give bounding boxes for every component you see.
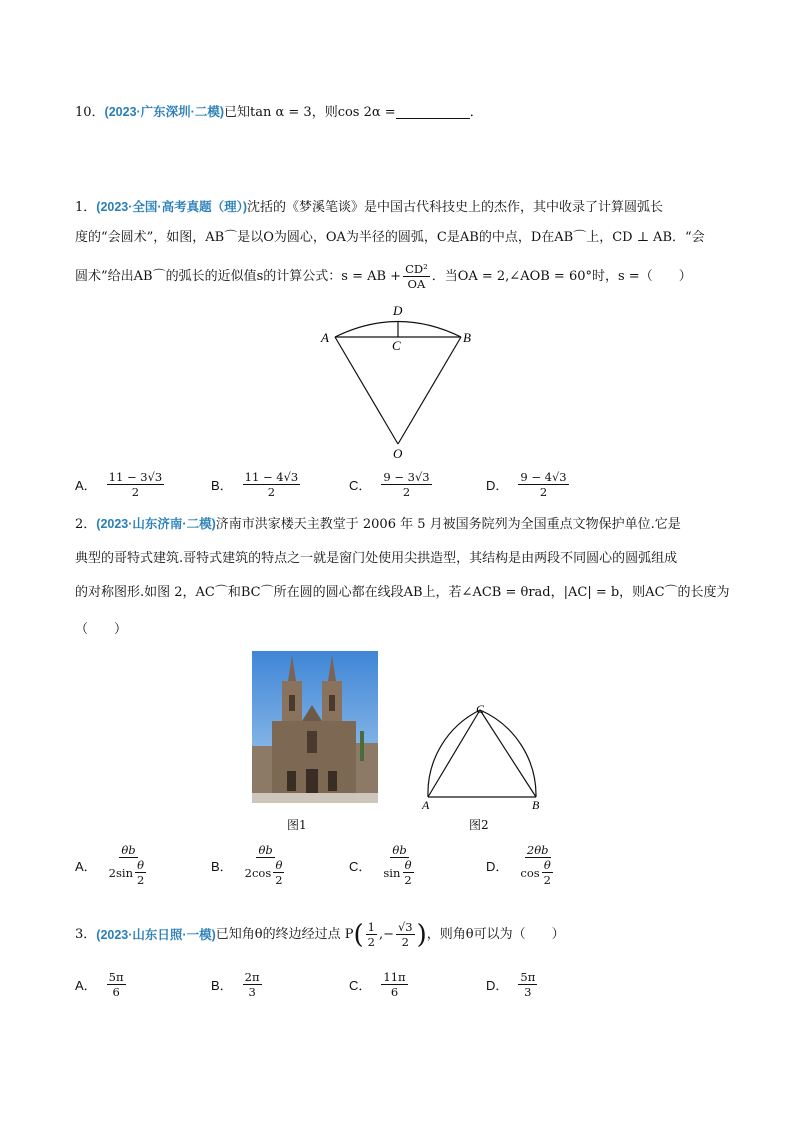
q2-option-c-half-angle: [402, 858, 413, 887]
q2-option-b-label: B．: [211, 858, 233, 874]
q3-option-c-den: 6: [390, 985, 399, 999]
q2-text-1: 济南市洪家楼天主教堂于 2006 年 5 月被国务院列为全国重点文物保护单位.它是: [215, 517, 681, 532]
fig2-label-c: C: [476, 702, 485, 716]
q1-label-b: B: [463, 330, 471, 345]
q3-source-tag: (2023·山东日照·一模): [96, 927, 216, 942]
q3-option-a-num: 5π: [108, 970, 124, 984]
q1-option-a-num: 11 − 3√3: [108, 470, 163, 484]
q2-line4: （ ）: [75, 622, 128, 637]
q1-option-d-label: D．: [486, 478, 509, 493]
q2-option-c-label: C．: [349, 858, 372, 874]
q1-option-d-den: 2: [539, 485, 548, 499]
q3-text-b: ，则角θ可以为（ ）: [426, 926, 565, 942]
q1-option-d-value: [518, 470, 568, 499]
pointed-arch-figure: [418, 700, 548, 812]
q2-option-c-num: θb: [392, 843, 407, 857]
q2-option-d-half-angle: [542, 858, 553, 887]
q3-option-d-num: 5π: [520, 970, 536, 984]
segment-ac: [428, 710, 480, 797]
q1-text-1: 沈括的《梦溪笔谈》是中国古代科技史上的杰作，其中收录了计算圆弧长: [247, 200, 664, 215]
q2-option-c-value: [381, 843, 417, 887]
q1-sector-figure: [318, 300, 478, 462]
q1-option-b-num: 11 − 4√3: [244, 470, 299, 484]
q2-option-c-den-fn: sin: [383, 865, 401, 880]
q2-option-d-label: D．: [486, 858, 509, 874]
q3-text-a: 已知角θ的终边经过点 P: [215, 926, 354, 942]
q10-answer-blank[interactable]: [396, 106, 470, 119]
q3-point-y-den: 2: [401, 935, 409, 949]
q3-option-b-num: 2π: [244, 970, 260, 984]
q1-option-d[interactable]: [486, 470, 571, 499]
q1-option-c[interactable]: [349, 470, 434, 499]
q1-label-a: A: [321, 330, 329, 345]
q2-source-tag: (2023·山东济南·二模): [96, 517, 216, 531]
q1-option-b-value: [243, 470, 301, 499]
q10-line: [75, 102, 483, 123]
q1-frac-num: CD²: [405, 262, 428, 276]
q1-line1: [75, 197, 663, 218]
q3-option-d-value: [518, 970, 537, 999]
q3-option-c[interactable]: [349, 970, 410, 999]
q3-option-a-label: A．: [75, 978, 97, 993]
q1-option-c-den: 2: [402, 485, 411, 499]
q2-option-d-value: [518, 843, 557, 887]
q2-option-c-theta: θ: [404, 858, 412, 872]
q1-option-d-num: 9 − 4√3: [520, 470, 567, 484]
q1-formula-fraction: [403, 262, 430, 291]
q3-point-coords: [353, 920, 426, 949]
q3-number: 3．: [75, 926, 97, 942]
q1-option-a-label: A．: [75, 478, 97, 493]
q3-option-d-label: D．: [486, 978, 509, 993]
q1-option-a-value: [107, 470, 165, 499]
q10-text: 已知tan α = 3，则cos 2α =: [224, 105, 396, 120]
q2-option-d-num: 2θb: [526, 843, 549, 857]
q2-line1: [75, 514, 681, 535]
q1-number: 1．: [75, 200, 97, 215]
q3-option-b-den: 3: [248, 985, 256, 999]
q3-option-b-value: [243, 970, 262, 999]
q3-option-d[interactable]: [486, 970, 539, 999]
q3-option-a-den: 6: [112, 985, 120, 999]
q2-option-c[interactable]: [349, 843, 420, 887]
q2-option-d-den-fn: cos: [520, 865, 540, 880]
q3-paren-close: ): [416, 919, 427, 950]
q2-option-a-den: [107, 858, 151, 887]
q1-line2: 度的“会圆术”，如图，AB⌒是以O为圆心，OA为半径的圆弧，C是AB的中点，D在AB⌒上，CD ⊥ AB．“会: [75, 230, 705, 245]
q3-point-x: [366, 920, 377, 949]
q1-option-b-den: 2: [267, 485, 276, 499]
q2-line2: 典型的哥特式建筑.哥特式建筑的特点之一就是窗门处使用尖拱造型，其结构是由两段不同圆心的圆弧组成: [75, 551, 678, 566]
q3-option-b-label: B．: [211, 978, 233, 993]
q1-segment-ob: [398, 337, 461, 444]
q3-point-y: [396, 920, 415, 949]
q3-point-x-num: 1: [367, 920, 375, 934]
q1-text-3b: ．当OA = 2,∠AOB = 60°时，s =（ ）: [431, 269, 692, 284]
q1-option-a[interactable]: [75, 470, 166, 499]
segment-bc: [480, 710, 536, 797]
q1-option-a-den: 2: [131, 485, 140, 499]
q2-option-d-two: 2: [543, 873, 551, 887]
q2-line3: 的对称图形.如图 2，AC⌒和BC⌒所在圆的圆心都在线段AB上，若∠ACB = θrad，|AC| = b，则AC⌒的长度为: [75, 585, 730, 600]
q3-option-c-num: 11π: [383, 970, 406, 984]
q2-option-a-label: A．: [75, 858, 97, 874]
q1-option-c-num: 9 − 3√3: [383, 470, 430, 484]
q1-label-o: O: [393, 446, 403, 461]
q3-point-x-den: 2: [367, 935, 375, 949]
q1-segment-oa: [335, 337, 398, 444]
fig2-label-a: A: [422, 798, 430, 812]
q2-option-a-den-fn: 2sin: [108, 865, 133, 880]
q10-end: ．: [469, 105, 483, 120]
q1-source-tag: (2023·全国·高考真题（理）): [96, 200, 247, 214]
q2-option-b-two: 2: [275, 873, 283, 887]
q1-label-c: C: [392, 338, 401, 353]
q3-option-b[interactable]: [211, 970, 264, 999]
q2-option-a[interactable]: [75, 843, 152, 887]
q3-line: [75, 920, 565, 949]
q2-option-b-num: θb: [258, 843, 273, 857]
q2-option-d[interactable]: [486, 843, 559, 887]
fig2-label-b: B: [532, 798, 540, 812]
q3-option-a-value: [107, 970, 126, 999]
q10-source-tag: (2023·广东深圳·二模): [104, 105, 225, 119]
fig1-caption: 图1: [287, 818, 307, 832]
q2-option-b-half-angle: [273, 858, 284, 887]
q2-option-d-theta: θ: [543, 858, 551, 872]
fig2-caption: 图2: [469, 818, 489, 832]
q2-option-c-den: [381, 858, 417, 887]
q2-option-a-num: θb: [121, 843, 136, 857]
q2-option-a-half-angle: [135, 858, 146, 887]
q1-label-d: D: [393, 303, 403, 318]
q3-point-y-num: √3: [397, 920, 413, 934]
q1-frac-den: OA: [407, 277, 426, 291]
q2-option-c-two: 2: [404, 873, 412, 887]
q3-option-a[interactable]: [75, 970, 128, 999]
q3-paren-open: (: [353, 919, 364, 950]
q1-option-c-value: [381, 470, 431, 499]
q2-option-a-two: 2: [136, 873, 145, 887]
q1-option-b-label: B．: [211, 478, 233, 493]
q2-option-b-value: [243, 843, 289, 887]
q2-option-b-den: [243, 858, 289, 887]
q2-option-b-den-fn: 2cos: [244, 865, 272, 880]
q2-option-d-den: [518, 858, 557, 887]
q2-option-a-value: [107, 843, 151, 887]
q2-option-a-theta: θ: [137, 858, 145, 872]
q10-number: 10．: [75, 105, 105, 120]
q3-option-c-label: C．: [349, 978, 372, 993]
q1-text-3a: 圆术”给出AB⌒的弧长的近似值s的计算公式：s = AB +: [75, 269, 402, 284]
q3-option-d-den: 3: [524, 985, 532, 999]
q1-line3: [75, 262, 692, 291]
q3-point-sep: ,−: [378, 926, 394, 942]
q1-option-c-label: C．: [349, 478, 372, 493]
q2-option-b-theta: θ: [275, 858, 283, 872]
q2-option-b[interactable]: [211, 843, 291, 887]
q2-number: 2．: [75, 517, 97, 532]
q3-option-c-value: [381, 970, 407, 999]
q1-option-b[interactable]: [211, 470, 302, 499]
church-photo: [252, 651, 378, 803]
